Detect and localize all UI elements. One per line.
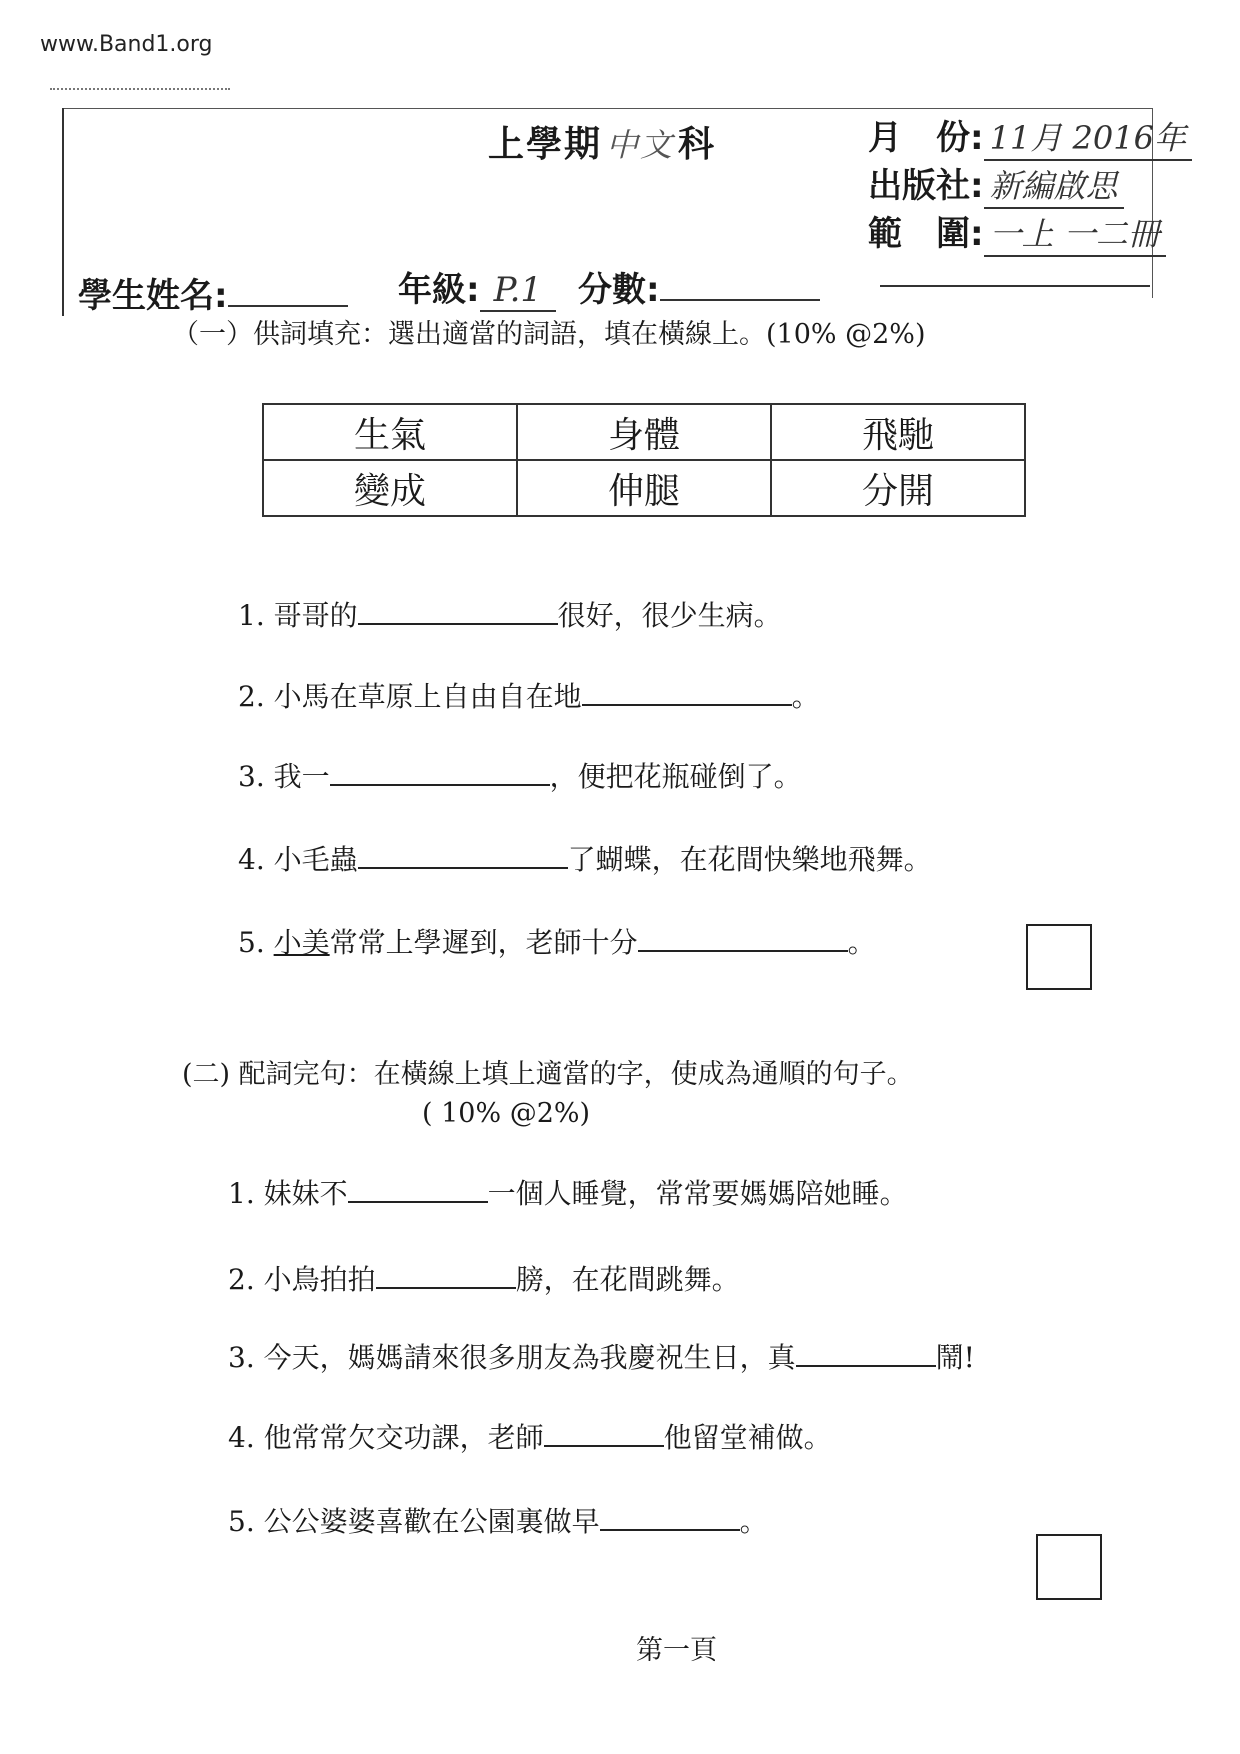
word-bank-cell: 伸腿	[517, 460, 771, 516]
question-text-after: 他留堂補做。	[663, 1421, 832, 1454]
question-text-after: 鬧!	[935, 1341, 975, 1374]
word-bank-cell: 生氣	[263, 404, 517, 460]
header-frame-left	[62, 108, 64, 316]
section2-marks: ( 10% @2%)	[422, 1098, 591, 1129]
question-text-before: 我一	[273, 760, 330, 793]
range-value: 一上 一二冊	[984, 209, 1166, 257]
student-name-label: 學生姓名:	[78, 276, 228, 316]
header-frame-top	[62, 108, 1152, 109]
question-text-after: 很好，很少生病。	[557, 599, 782, 632]
student-name-row	[78, 268, 348, 317]
question-number: 1.	[228, 1177, 255, 1210]
page-number: 第一頁	[636, 1635, 717, 1666]
score-row	[578, 262, 820, 311]
question-text-before: 哥哥的	[273, 599, 358, 632]
word-bank-cell: 身體	[517, 404, 771, 460]
s2-question-3	[228, 1336, 975, 1376]
range-label: 範 圍:	[868, 214, 984, 254]
word-bank-row	[263, 460, 1025, 516]
question-text-after: ，便把花瓶碰倒了。	[549, 760, 802, 793]
answer-blank[interactable]	[330, 780, 550, 786]
question-number: 4.	[238, 843, 265, 876]
question-text-after: 。	[791, 680, 820, 713]
score-field[interactable]	[660, 295, 820, 301]
s1-question-2	[238, 675, 820, 715]
s2-question-1	[228, 1172, 908, 1212]
answer-blank[interactable]	[358, 619, 558, 625]
underlined-name: 小美	[273, 926, 330, 959]
word-bank-row	[263, 404, 1025, 460]
question-text-before: 小鳥拍拍	[263, 1263, 376, 1296]
s2-question-4	[228, 1416, 832, 1456]
question-text-before: 公公婆婆喜歡在公園裏做早	[263, 1505, 600, 1538]
month-value: 11月 2016年	[984, 113, 1192, 161]
grade-value: P.1	[480, 270, 556, 312]
title-suffix: 科	[678, 124, 717, 165]
student-name-field[interactable]	[228, 301, 348, 307]
word-bank-cell: 飛馳	[771, 404, 1025, 460]
word-bank-cell: 分開	[771, 460, 1025, 516]
question-number: 3.	[238, 760, 265, 793]
question-number: 2.	[228, 1263, 255, 1296]
question-text-after: 。	[739, 1505, 768, 1538]
grade-label: 年級:	[398, 270, 480, 310]
section1-heading: （一）供詞填充：選出適當的詞語，填在橫線上。(10% @2%)	[172, 319, 926, 350]
grade-row	[398, 262, 556, 311]
s2-question-5	[228, 1500, 768, 1540]
question-number: 5.	[228, 1505, 255, 1538]
watermark-url: www.Band1.org	[40, 32, 213, 57]
question-text-before: 他常常欠交功課，老師	[263, 1421, 544, 1454]
answer-blank[interactable]	[638, 946, 848, 952]
question-number: 3.	[228, 1341, 255, 1374]
question-text-before: 常常上學遲到，老師十分	[329, 926, 638, 959]
answer-blank[interactable]	[376, 1283, 516, 1289]
question-text-before: 妹妹不	[263, 1177, 348, 1210]
question-text-before: 小馬在草原上自由自在地	[273, 680, 582, 713]
section1-score-box[interactable]	[1026, 924, 1092, 990]
s1-question-3	[238, 755, 802, 795]
answer-blank[interactable]	[358, 863, 568, 869]
word-bank-table	[262, 403, 1026, 517]
question-text-after: 。	[847, 926, 876, 959]
title-prefix: 上學期	[488, 124, 603, 165]
answer-blank[interactable]	[600, 1525, 740, 1531]
question-text-after: 了蝴蝶，在花間快樂地飛舞。	[567, 843, 932, 876]
s1-question-5	[238, 921, 876, 961]
answer-blank[interactable]	[582, 700, 792, 706]
month-label: 月 份:	[868, 118, 984, 158]
page-title	[488, 116, 716, 167]
word-bank-cell: 變成	[263, 460, 517, 516]
publisher-label: 出版社:	[868, 166, 984, 206]
meta-range-row	[868, 206, 1166, 257]
s2-question-2	[228, 1258, 740, 1298]
s1-question-1	[238, 594, 782, 634]
answer-blank[interactable]	[796, 1361, 936, 1367]
score-label: 分數:	[578, 270, 660, 310]
question-text-before: 今天，媽媽請來很多朋友為我慶祝生日，真	[263, 1341, 796, 1374]
answer-blank[interactable]	[348, 1197, 488, 1203]
s1-question-4	[238, 838, 932, 878]
question-number: 1.	[238, 599, 265, 632]
extra-blank-line	[880, 285, 1150, 287]
question-text-after: 一個人睡覺，常常要媽媽陪她睡。	[487, 1177, 908, 1210]
title-subject-handwritten: 中文	[606, 126, 675, 164]
meta-month-row	[868, 110, 1192, 161]
question-text-before: 小毛蟲	[273, 843, 358, 876]
meta-publisher-row	[868, 158, 1124, 209]
question-text-after: 膀，在花間跳舞。	[515, 1263, 740, 1296]
answer-blank[interactable]	[544, 1441, 664, 1447]
section2-score-box[interactable]	[1036, 1534, 1102, 1600]
publisher-value: 新編啟思	[984, 161, 1124, 209]
question-number: 4.	[228, 1421, 255, 1454]
scan-smudge	[50, 88, 230, 90]
question-number: 5.	[238, 926, 265, 959]
section2-heading: (二) 配詞完句：在橫線上填上適當的字，使成為通順的句子。	[182, 1059, 914, 1090]
question-number: 2.	[238, 680, 265, 713]
